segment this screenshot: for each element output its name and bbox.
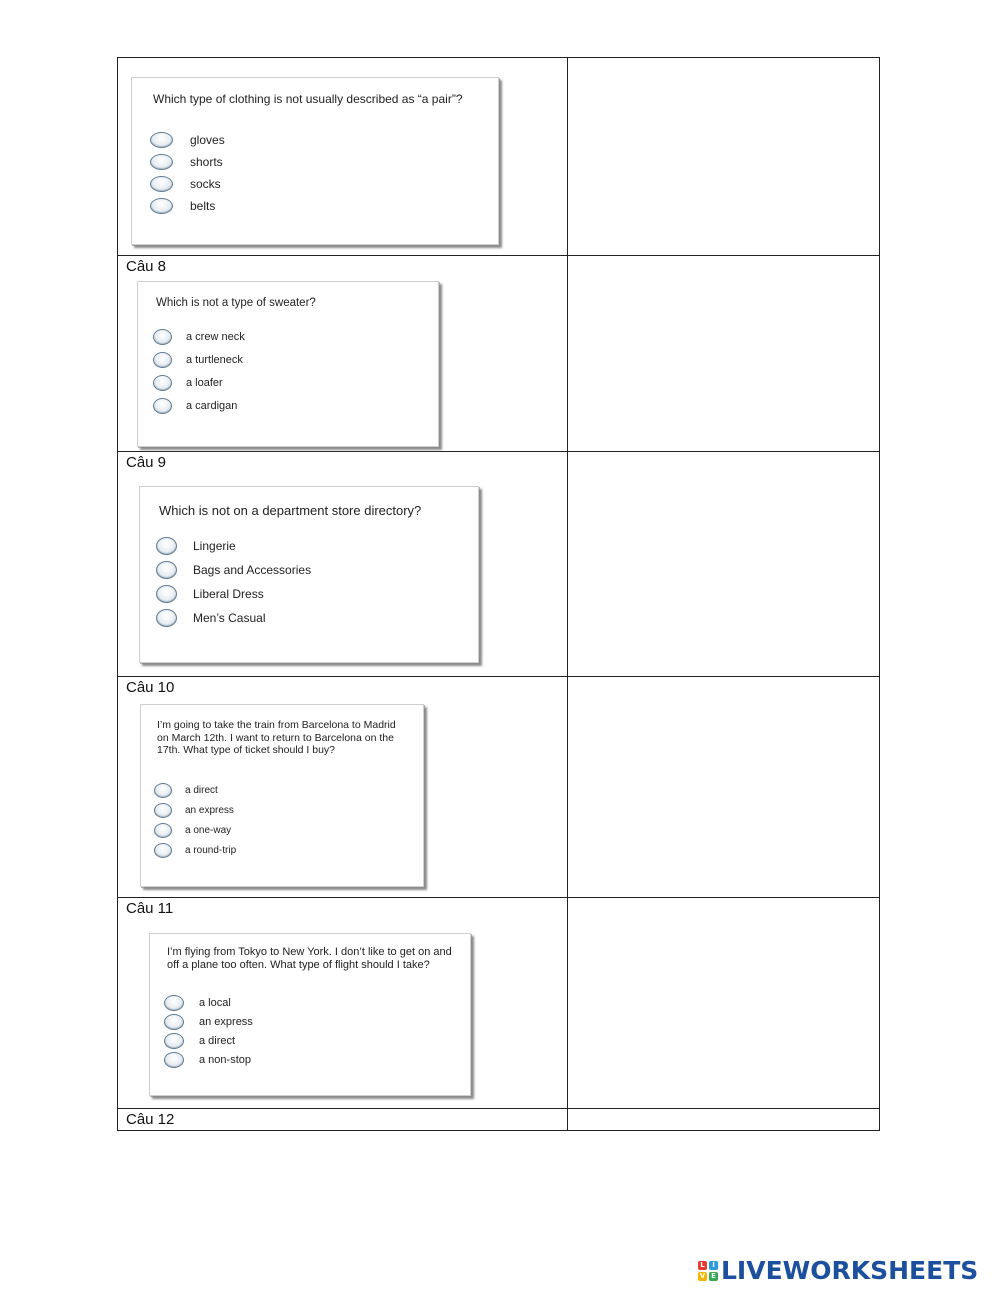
question-number: Câu 10	[126, 679, 175, 696]
question-card	[139, 486, 479, 663]
answer-option[interactable]: Liberal Dress	[156, 585, 264, 603]
liveworksheets-logo	[698, 1256, 978, 1285]
answer-option[interactable]: a cardigan	[153, 398, 237, 414]
question-text: Which is not on a department store directory?	[159, 503, 422, 518]
radio-button[interactable]	[153, 329, 172, 345]
answer-option[interactable]: gloves	[150, 132, 225, 148]
radio-button[interactable]	[150, 198, 173, 214]
answer-option[interactable]: shorts	[150, 154, 223, 170]
radio-button[interactable]	[154, 823, 172, 838]
question-number: Câu 8	[126, 258, 167, 275]
radio-button[interactable]	[164, 995, 184, 1011]
row-divider	[118, 676, 879, 677]
answer-option[interactable]: a round-trip	[154, 843, 236, 858]
answer-option[interactable]: a non-stop	[164, 1052, 251, 1068]
radio-button[interactable]	[164, 1052, 184, 1068]
answer-option[interactable]: a one-way	[154, 823, 231, 838]
answer-option[interactable]: an express	[164, 1014, 253, 1030]
question-card	[149, 933, 471, 1096]
radio-button[interactable]	[150, 176, 173, 192]
radio-button[interactable]	[150, 132, 173, 148]
question-text: I’m going to take the train from Barcelona to Madrid on March 12th. I want to return to Barcelona on the 17th. What type of ticket should I buy?	[157, 719, 396, 757]
question-number: Câu 9	[126, 454, 167, 471]
radio-button[interactable]	[153, 398, 172, 414]
answer-option[interactable]: socks	[150, 176, 221, 192]
question-text: Which type of clothing is not usually described as “a pair”?	[153, 92, 463, 106]
logo-text: LIVEWORKSHEETS	[721, 1256, 979, 1285]
answer-option[interactable]: a turtleneck	[153, 352, 243, 368]
row-divider	[118, 1108, 879, 1109]
answer-option[interactable]: belts	[150, 198, 215, 214]
question-card	[140, 704, 424, 887]
answer-option[interactable]: Bags and Accessories	[156, 561, 311, 579]
question-text: I’m flying from Tokyo to New York. I don’t like to get on and off a plane too often. What type of flight should I take?	[167, 946, 452, 972]
question-number: Câu 11	[126, 900, 174, 917]
radio-button[interactable]	[156, 537, 177, 555]
radio-button[interactable]	[164, 1014, 184, 1030]
radio-button[interactable]	[156, 585, 177, 603]
question-card	[131, 77, 499, 245]
logo-blocks-icon: L I V E	[698, 1261, 718, 1281]
answer-option[interactable]: a loafer	[153, 375, 223, 391]
row-divider	[118, 451, 879, 452]
radio-button[interactable]	[156, 561, 177, 579]
answer-option[interactable]: a crew neck	[153, 329, 245, 345]
radio-button[interactable]	[153, 375, 172, 391]
answer-option[interactable]: an express	[154, 803, 234, 818]
column-divider	[567, 58, 568, 1130]
question-number: Câu 12	[126, 1111, 175, 1128]
radio-button[interactable]	[154, 843, 172, 858]
radio-button[interactable]	[154, 803, 172, 818]
answer-option[interactable]: a direct	[164, 1033, 235, 1049]
answer-option[interactable]: a local	[164, 995, 231, 1011]
question-card	[137, 281, 439, 447]
radio-button[interactable]	[150, 154, 173, 170]
question-text: Which is not a type of sweater?	[156, 297, 316, 309]
answer-option[interactable]: Lingerie	[156, 537, 236, 555]
radio-button[interactable]	[154, 783, 172, 798]
row-divider	[118, 897, 879, 898]
radio-button[interactable]	[153, 352, 172, 368]
answer-option[interactable]: Men’s Casual	[156, 609, 265, 627]
radio-button[interactable]	[156, 609, 177, 627]
radio-button[interactable]	[164, 1033, 184, 1049]
row-divider	[118, 255, 879, 256]
answer-option[interactable]: a direct	[154, 783, 218, 798]
